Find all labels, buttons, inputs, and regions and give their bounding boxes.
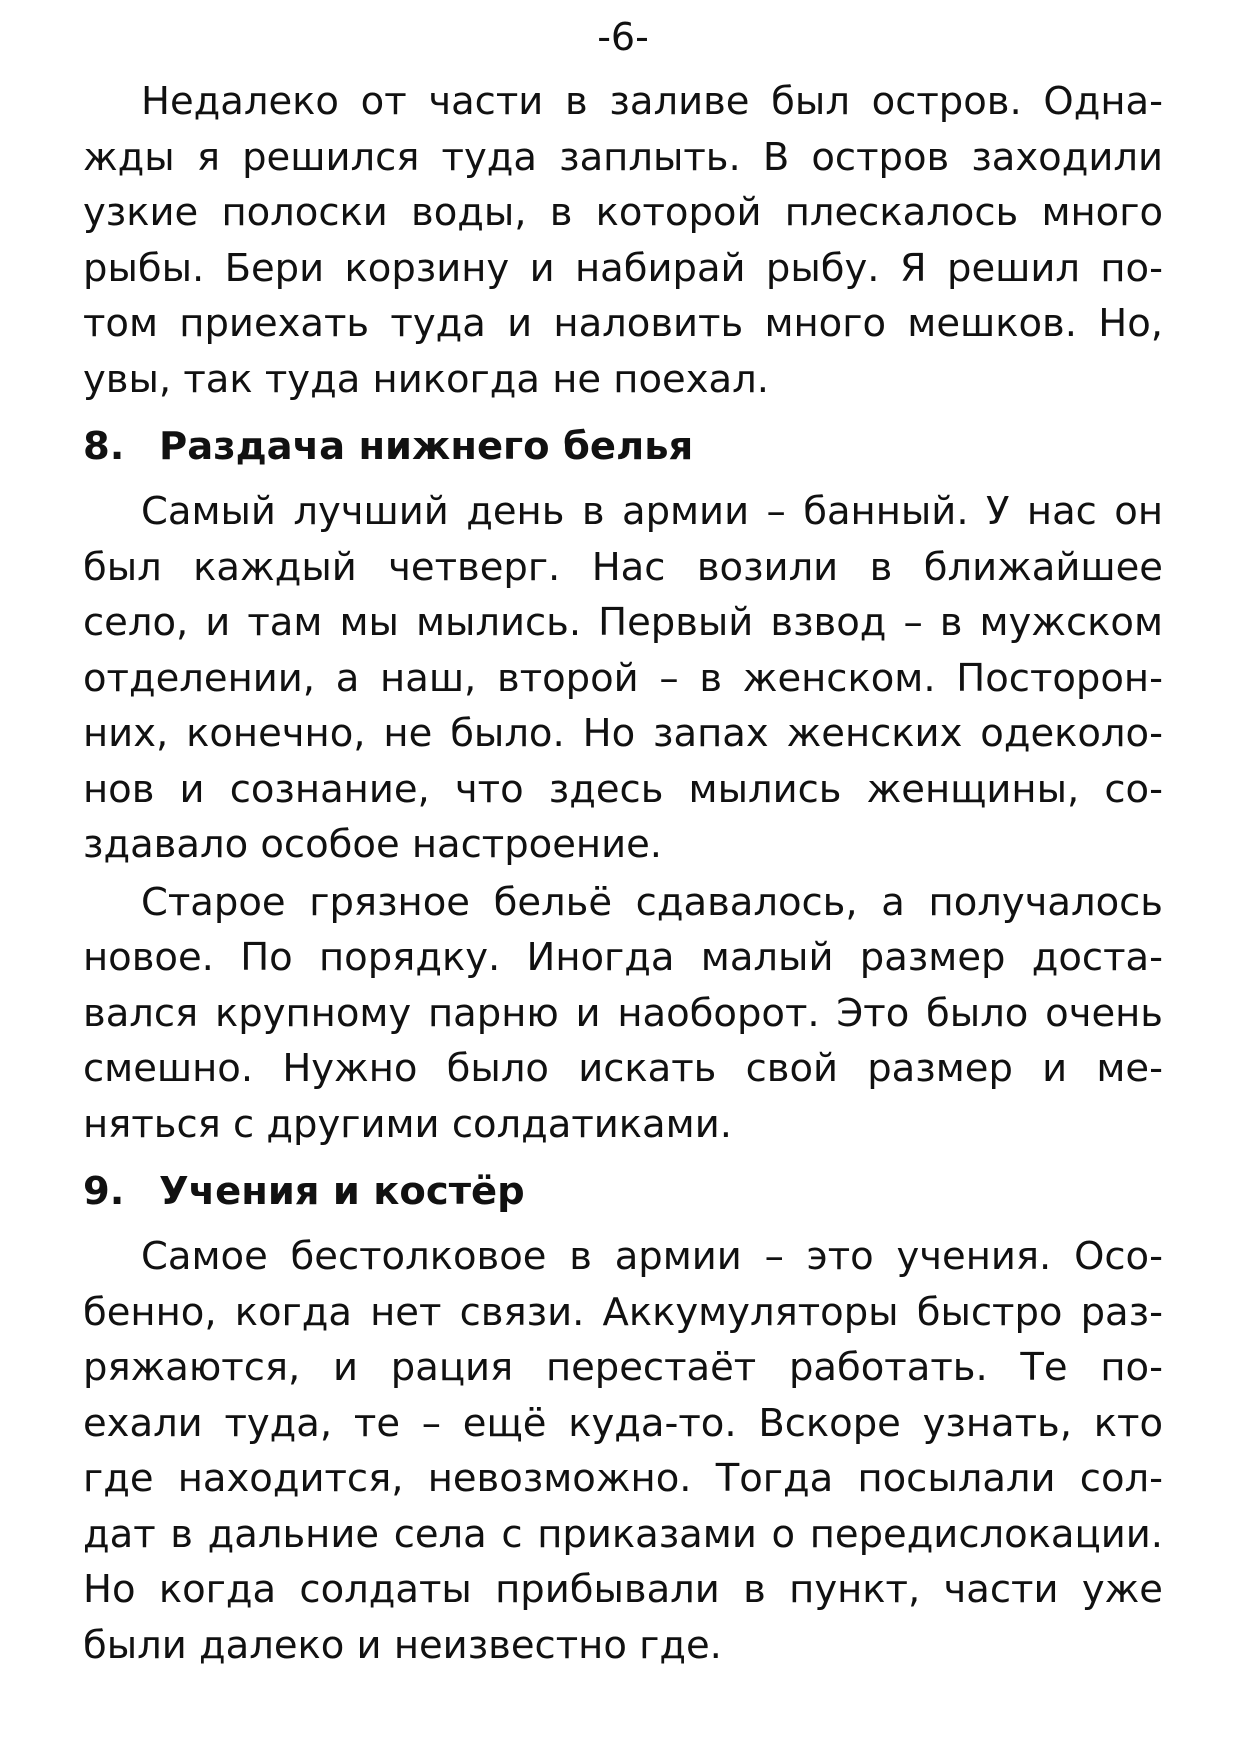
text-line: рыбы. Бери корзину и набирай рыбу. Я решил по- [83, 245, 1163, 291]
text-line: бенно, когда нет связи. Аккумуляторы быстро раз- [83, 1289, 1163, 1335]
text-line: Самый лучший день в армии – банный. У нас он [141, 489, 1163, 534]
text-line: няться с другими солдатиками. [83, 1101, 732, 1147]
text-line: нов и сознание, что здесь мылись женщины, со- [83, 766, 1163, 812]
page-content [83, 74, 1163, 1673]
text-line: был каждый четверг. Нас возили в ближайшее [83, 544, 1163, 590]
section-heading-9 [83, 1164, 1163, 1219]
text-line: узкие полоски воды, в которой плескалось много [83, 190, 1163, 235]
section-title: Учения и костёр [159, 1169, 525, 1214]
text-line: Но когда солдаты прибывали в пункт, части уже [83, 1567, 1163, 1612]
text-line: дат в дальние села с приказами о передислокации. [83, 1511, 1163, 1557]
text-line: Недалеко от части в заливе был остров. Одна- [141, 79, 1163, 124]
text-line: ехали туда, те – ещё куда-то. Вскоре узнать, кто [83, 1400, 1163, 1446]
text-line: здавало особое настроение. [83, 822, 663, 867]
text-line: новое. По порядку. Иногда малый размер доста- [83, 935, 1163, 980]
text-line: увы, так туда никогда не поехал. [83, 356, 769, 402]
text-line: жды я решился туда заплыть. В остров заходили [83, 134, 1163, 180]
text-line: ряжаются, и рация перестаёт работать. Те по- [83, 1345, 1163, 1390]
text-line: отделении, а наш, второй – в женском. Посторон- [83, 655, 1163, 701]
section-number: 9. [83, 1169, 125, 1214]
paragraph-underwear [83, 875, 1163, 1153]
text-line: смешно. Нужно было искать свой размер и ме- [83, 1046, 1163, 1091]
text-line: село, и там мы мылись. Первый взвод – в мужском [83, 600, 1163, 645]
section-number: 8. [83, 424, 125, 469]
page-number: -6- [597, 15, 649, 59]
paragraph-island [83, 74, 1163, 407]
text-line: Старое грязное бельё сдавалось, а получалось [141, 879, 1163, 925]
text-line: них, конечно, не было. Но запах женских одеколо- [83, 711, 1163, 756]
paragraph-exercises [83, 1229, 1163, 1673]
text-line: где находится, невозможно. Тогда посылали сол- [83, 1456, 1163, 1501]
text-line: были далеко и неизвестно где. [83, 1622, 722, 1668]
section-heading-8 [83, 419, 1163, 474]
text-line: вался крупному парню и наоборот. Это было очень [83, 990, 1163, 1036]
text-line: Самое бестолковое в армии – это учения. Осо- [141, 1234, 1163, 1279]
section-title: Раздача нижнего белья [159, 424, 694, 469]
text-line: том приехать туда и наловить много мешков. Но, [83, 301, 1163, 346]
paragraph-bath-day [83, 484, 1163, 873]
